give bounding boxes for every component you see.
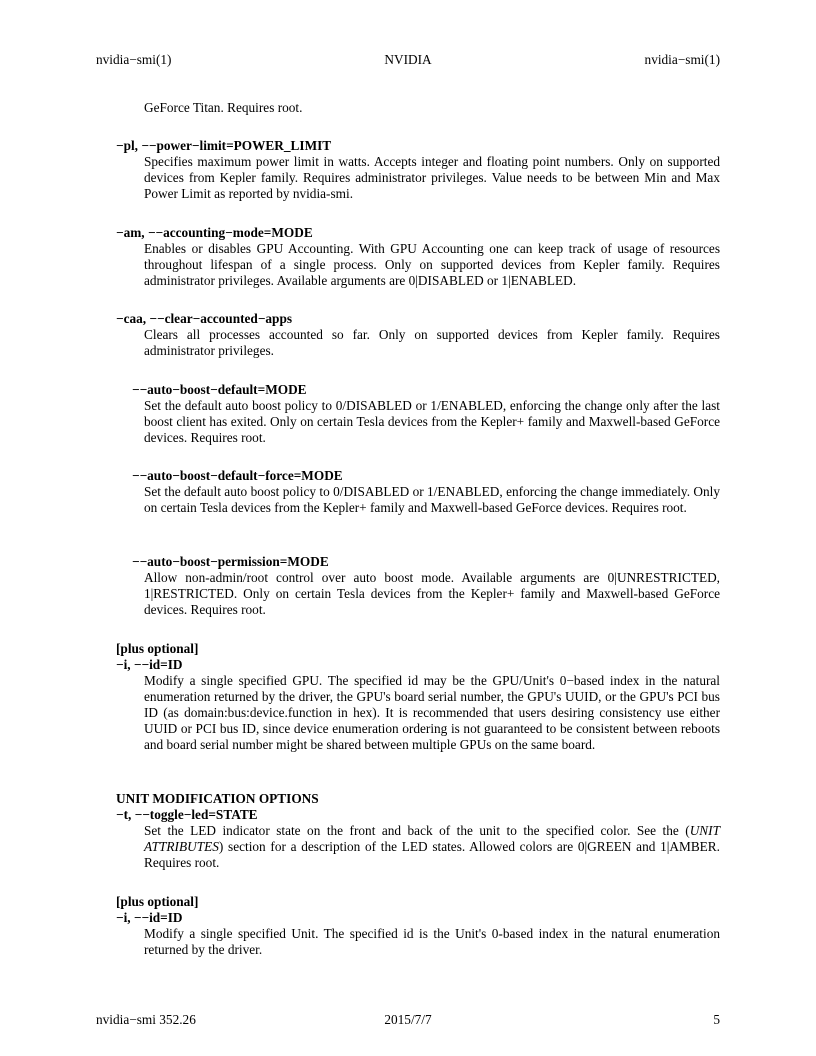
unit-modification-section <box>116 791 720 871</box>
option-desc: Set the default auto boost policy to 0/DISABLED or 1/ENABLED, enforcing the change only after the last boost client has exited. Only on certain Tesla devices from the Kepler+ family and Maxwell-based GeForce devices. Requires root. <box>144 398 720 445</box>
option-auto-boost-permission <box>116 554 720 618</box>
option-term: −caa, −−clear−accounted−apps <box>116 311 293 326</box>
option-desc <box>144 823 720 871</box>
section-title: UNIT MODIFICATION OPTIONS <box>116 791 319 806</box>
option-desc: Modify a single specified Unit. The specified id is the Unit's 0-based index in the natural enumeration returned by the driver. <box>144 926 720 957</box>
option-power-limit <box>116 138 720 202</box>
page-footer <box>96 1012 720 1028</box>
header-left: nvidia−smi(1) <box>96 52 172 67</box>
continuation-text: GeForce Titan. Requires root. <box>144 100 303 115</box>
option-desc: Modify a single specified GPU. The specified id may be the GPU/Unit's 0−based index in the natural enumeration returned by the driver, the GPU's board serial number, the GPU's UUID, or the GPU's PCI bus ID (as domain:bus:device.function in hex). It is recommended that users desiring consistency use either UUID or PCI bus ID, since device enumeration ordering is not guaranteed to be consistent between reboots and board serial number might be shared between multiple GPUs on the same board. <box>144 673 720 752</box>
header-center: NVIDIA <box>384 52 432 67</box>
option-auto-boost-default-force <box>116 468 720 516</box>
plus-optional-label: [plus optional] <box>116 894 199 909</box>
footer-left: nvidia−smi 352.26 <box>96 1012 196 1027</box>
option-term: −am, −−accounting−mode=MODE <box>116 225 313 240</box>
option-term: −−auto−boost−default=MODE <box>132 382 307 397</box>
plus-optional-unit <box>116 894 720 958</box>
desc-part-b: ) section for a description of the LED states. Allowed colors are 0|GREEN and 1|AMBER. Requires root. <box>144 839 720 870</box>
option-auto-boost-default <box>116 382 720 446</box>
option-desc: Enables or disables GPU Accounting. With GPU Accounting one can keep track of usage of resources throughout lifespan of a single process. Only on supported devices from Kepler family. Requires administrator privileges. Available arguments are 0|DISABLED or 1|ENABLED. <box>144 241 720 288</box>
option-term: −−auto−boost−permission=MODE <box>132 554 329 569</box>
footer-center: 2015/7/7 <box>384 1012 432 1027</box>
option-term: −pl, −−power−limit=POWER_LIMIT <box>116 138 332 153</box>
option-desc: Set the default auto boost policy to 0/DISABLED or 1/ENABLED, enforcing the change immediately. Only on certain Tesla devices from the Kepler+ family and Maxwell-based GeForce devices. Requires root. <box>144 484 720 515</box>
option-clear-accounted-apps <box>116 311 720 359</box>
footer-right: 5 <box>713 1012 720 1027</box>
option-term: −i, −−id=ID <box>116 657 183 672</box>
desc-italic: UNIT ATTRIBUTES <box>144 823 720 854</box>
plus-optional-gpu <box>116 641 720 753</box>
option-desc: Clears all processes accounted so far. Only on supported devices from Kepler family. Requires administrator privileges. <box>144 327 720 358</box>
option-accounting-mode <box>116 225 720 289</box>
page-header <box>96 52 720 68</box>
header-right: nvidia−smi(1) <box>644 52 720 67</box>
desc-part-a: Set the LED indicator state on the front and back of the unit to the specified color. See the ( <box>144 823 690 838</box>
option-term: −i, −−id=ID <box>116 910 183 925</box>
option-desc: Specifies maximum power limit in watts. Accepts integer and floating point numbers. Only on supported devices from Kepler family. Requires administrator privileges. Value needs to be between Min and Max Power Limit as reported by nvidia-smi. <box>144 154 720 201</box>
option-desc: Allow non-admin/root control over auto boost mode. Available arguments are 0|UNRESTRICTED, 1|RESTRICTED. Only on certain Tesla devices from the Kepler+ family and Maxwell-based GeForce devices. Requires root. <box>144 570 720 617</box>
option-term: −−auto−boost−default−force=MODE <box>132 468 343 483</box>
plus-optional-label: [plus optional] <box>116 641 199 656</box>
option-term: −t, −−toggle−led=STATE <box>116 807 258 822</box>
